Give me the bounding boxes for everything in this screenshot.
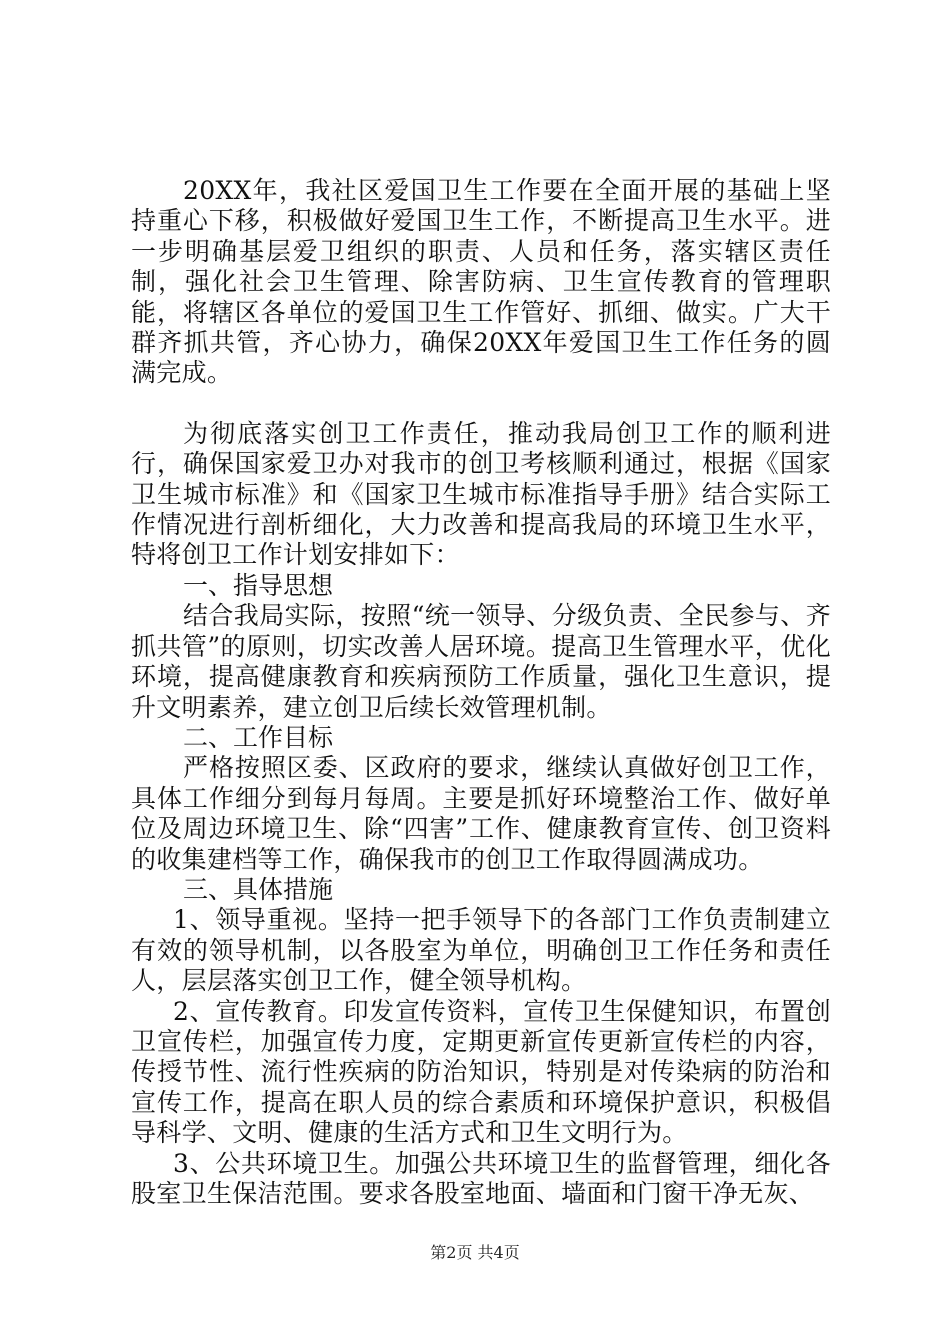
- paragraph-guiding-ideology: 结合我局实际，按照“统一领导、分级负责、全民参与、齐抓共管”的原则，切实改善人居环境。提高卫生管理水平，优化环境，提高健康教育和疾病预防工作质量，强化卫生意识，提升文明素养，建立创卫后续长效管理机制。: [131, 601, 831, 722]
- paragraph-work-goals: 严格按照区委、区政府的要求，继续认真做好创卫工作，具体工作细分到每月每周。主要是抓好环境整治工作、做好单位及周边环境卫生、除“四害”工作、健康教育宣传、创卫资料的收集建档等工作，确保我市的创卫工作取得圆满成功。: [131, 753, 831, 874]
- document-body: [131, 176, 831, 1209]
- paragraph-measure-leadership: 1、领导重视。坚持一把手领导下的各部门工作负责制建立有效的领导机制，以各股室为单位，明确创卫工作任务和责任人，层层落实创卫工作，健全领导机构。: [131, 905, 831, 996]
- paragraph-measure-public-hygiene: 3、公共环境卫生。加强公共环境卫生的监督管理，细化各股室卫生保洁范围。要求各股室地面、墙面和门窗干净无灰、: [131, 1148, 831, 1208]
- paragraph-intro: 20XX年，我社区爱国卫生工作要在全面开展的基础上坚持重心下移，积极做好爱国卫生工作，不断提高卫生水平。进一步明确基层爱卫组织的职责、人员和任务，落实辖区责任制，强化社会卫生管理、除害防病、卫生宣传教育的管理职能，将辖区各单位的爱国卫生工作管好、抓细、做实。广大干群齐抓共管，齐心协力，确保20XX年爱国卫生工作任务的圆满完成。: [131, 176, 831, 388]
- page-number-footer: 第2页 共4页: [430, 1243, 520, 1262]
- section-heading-measures: 三、具体措施: [183, 874, 334, 904]
- paragraph-gap: [131, 389, 831, 419]
- paragraph-plan-intro: 为彻底落实创卫工作责任，推动我局创卫工作的顺利进行，确保国家爱卫办对我市的创卫考核顺利通过，根据《国家卫生城市标准》和《国家卫生城市标准指导手册》结合实际工作情况进行剖析细化，大力改善和提高我局的环境卫生水平，特将创卫工作计划安排如下：: [131, 418, 831, 570]
- paragraph-measure-publicity: 2、宣传教育。印发宣传资料，宣传卫生保健知识，布置创卫宣传栏，加强宣传力度，定期更新宣传更新宣传栏的内容，传授节性、流行性疾病的防治知识，特别是对传染病的防治和宣传工作，提高在职人员的综合素质和环境保护意识，积极倡导科学、文明、健康的生活方式和卫生文明行为。: [131, 996, 831, 1148]
- section-heading-work-goals: 二、工作目标: [183, 722, 334, 752]
- section-heading-guiding-ideology: 一、指导思想: [183, 570, 334, 600]
